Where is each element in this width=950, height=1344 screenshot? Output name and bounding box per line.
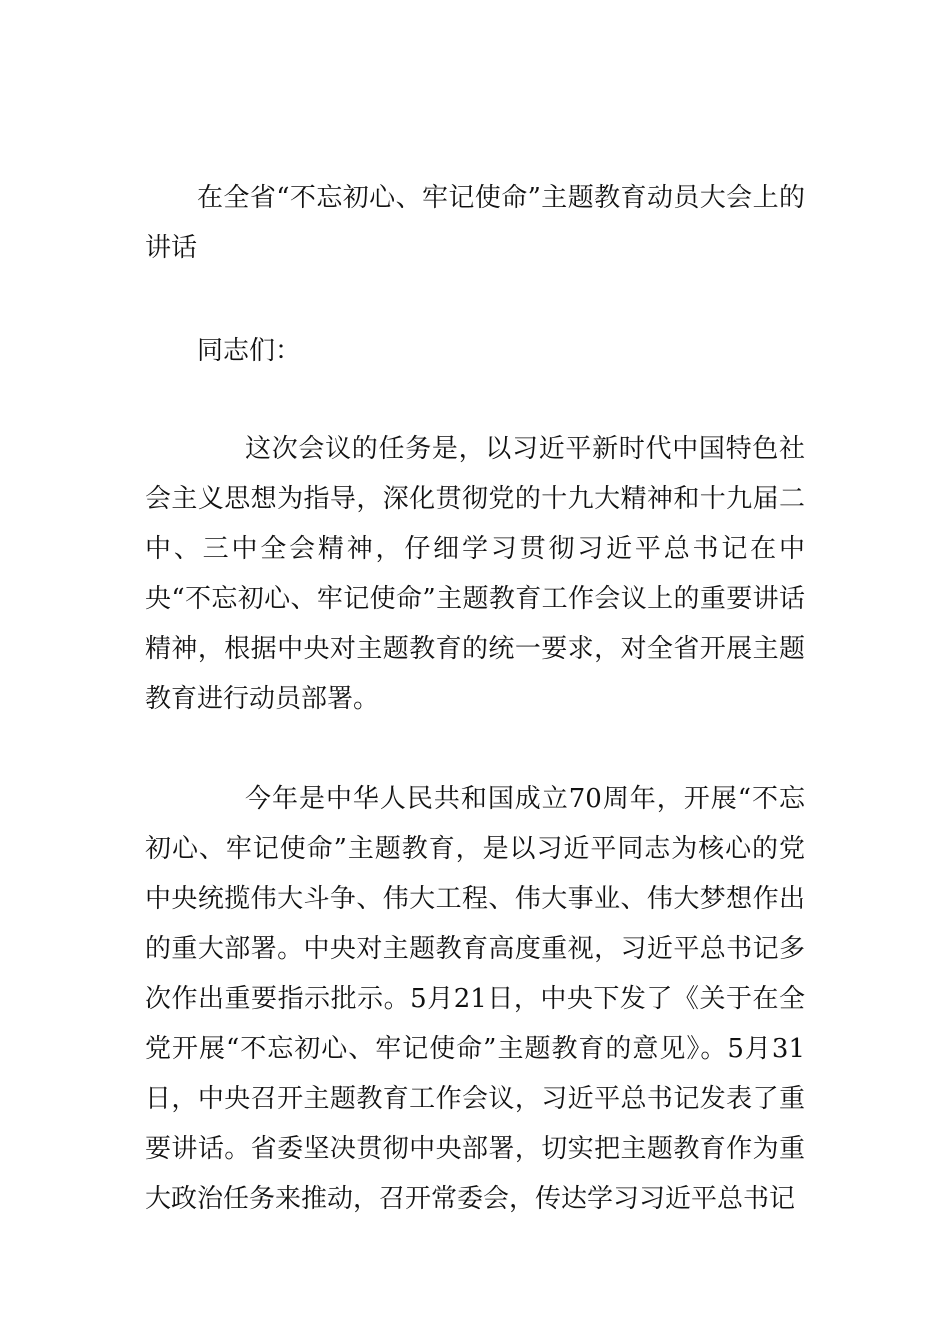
paragraph-1: 这次会议的任务是，以习近平新时代中国特色社会主义思想为指导，深化贯彻党的十九大精神和十九届二中、三中全会精神，仔细学习贯彻习近平总书记在中央“不忘初心、牢记使命”主题教育工作会议上的重要讲话精神，根据中央对主题教育的统一要求，对全省开展主题教育进行动员部署。 <box>145 434 805 714</box>
speech-title: 在全省“不忘初心、牢记使命”主题教育动员大会上的讲话 <box>145 183 805 263</box>
greeting: 同志们： <box>197 336 302 366</box>
paragraph-2: 今年是中华人民共和国成立70周年，开展“不忘初心、牢记使命”主题教育，是以习近平同志为核心的党中央统揽伟大斗争、伟大工程、伟大事业、伟大梦想作出的重大部署。中央对主题教育高度重视，习近平总书记多次作出重要指示批示。5月21日，中央下发了《关于在全党开展“不忘初心、牢记使命”主题教育的意见》。5月31日，中央召开主题教育工作会议，习近平总书记发表了重要讲话。省委坚决贯彻中央部署，切实把主题教育作为重大政治任务来推动，召开常委会，传达学习习近平总书记 <box>145 784 805 1214</box>
